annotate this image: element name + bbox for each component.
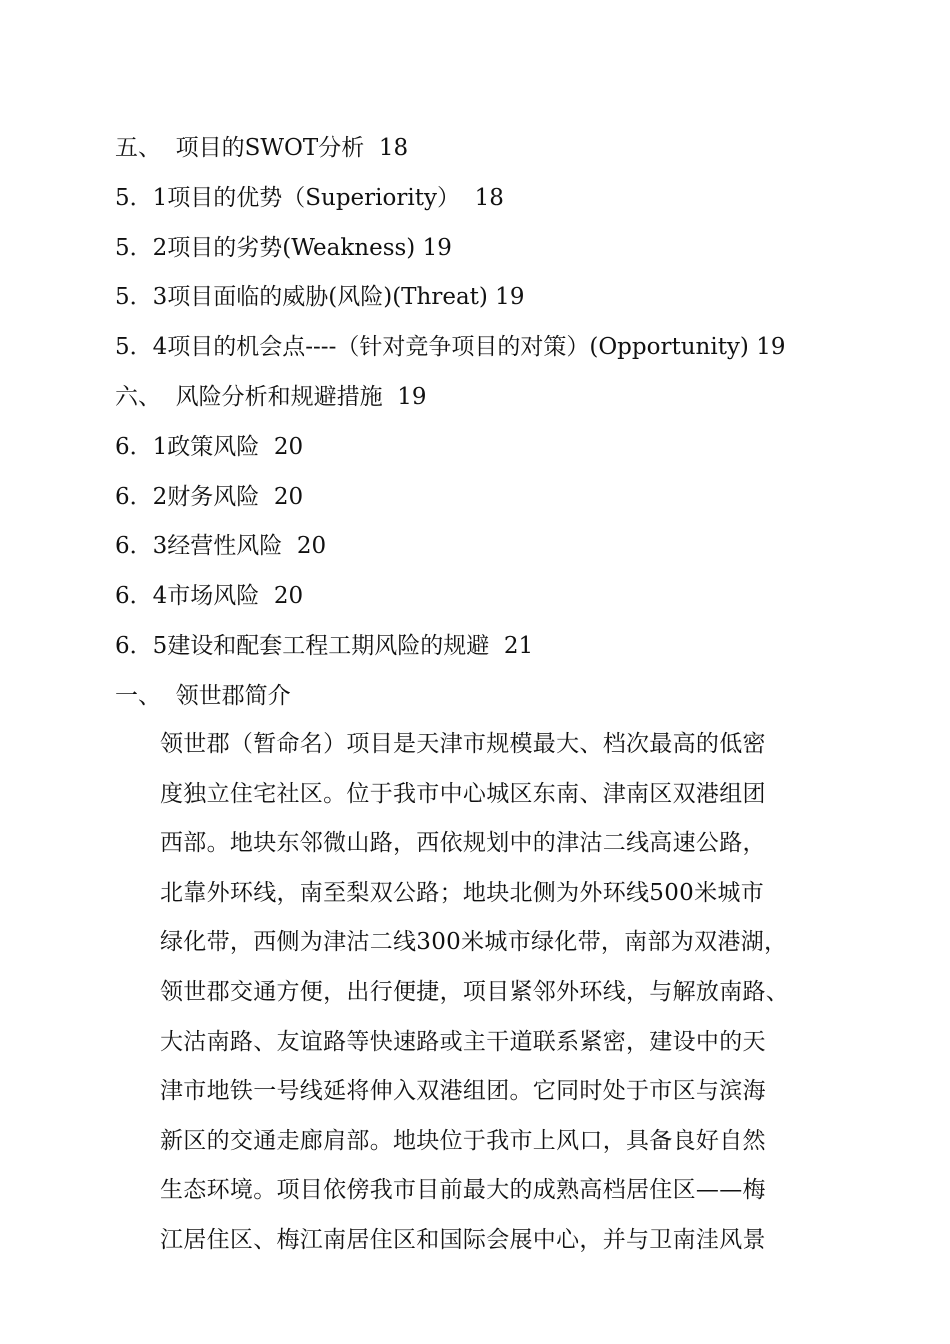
toc-entry: 6．4市场风险 20 — [115, 583, 304, 610]
section-body — [160, 720, 840, 1266]
paragraph-line: 西部。地块东邻微山路，西依规划中的津沽二线高速公路， — [160, 830, 766, 857]
paragraph-line: 北靠外环线，南至梨双公路；地块北侧为外环线500米城市 — [160, 879, 764, 906]
paragraph-line: 大沽南路、友谊路等快速路或主干道联系紧密，建设中的天 — [160, 1028, 766, 1055]
toc-entry: 5．4项目的机会点----（针对竞争项目的对策）(Opportunity) 19 — [115, 334, 786, 361]
section-heading: 一、 领世郡简介 — [115, 682, 291, 709]
paragraph-line: 领世郡（暂命名）项目是天津市规模最大、档次最高的低密 — [160, 731, 766, 757]
paragraph-line: 生态环境。项目依傍我市目前最大的成熟高档居住区——梅 — [160, 1177, 766, 1204]
paragraph-line: 领世郡交通方便，出行便捷，项目紧邻外环线，与解放南路、 — [160, 978, 790, 1005]
toc-entry: 五、 项目的SWOT分析 18 — [115, 135, 409, 161]
toc-entry: 6．2财务风险 20 — [115, 483, 304, 510]
toc-entry: 6．3经营性风险 20 — [115, 533, 327, 560]
toc-entry: 六、 风险分析和规避措施 19 — [115, 383, 427, 410]
table-of-contents — [115, 124, 875, 722]
paragraph-line: 津市地铁一号线延将伸入双港组团。它同时处于市区与滨海 — [160, 1078, 766, 1105]
paragraph-line: 度独立住宅社区。位于我市中心城区东南、津南区双港组团 — [160, 780, 766, 807]
paragraph-line: 新区的交通走廊肩部。地块位于我市上风口，具备良好自然 — [160, 1127, 766, 1154]
toc-entry: 5．3项目面临的威胁(风险)(Threat) 19 — [115, 284, 525, 311]
paragraph-line: 绿化带，西侧为津沽二线300米城市绿化带，南部为双港湖， — [160, 929, 788, 956]
toc-entry: 6．5建设和配套工程工期风险的规避 21 — [115, 632, 534, 659]
toc-entry: 5．1项目的优势（Superiority） 18 — [115, 184, 504, 211]
toc-entry: 5．2项目的劣势(Weakness) 19 — [115, 234, 452, 261]
toc-entry: 6．1政策风险 20 — [115, 433, 304, 460]
paragraph-line: 江居住区、梅江南居住区和国际会展中心，并与卫南洼风景 — [160, 1226, 766, 1253]
